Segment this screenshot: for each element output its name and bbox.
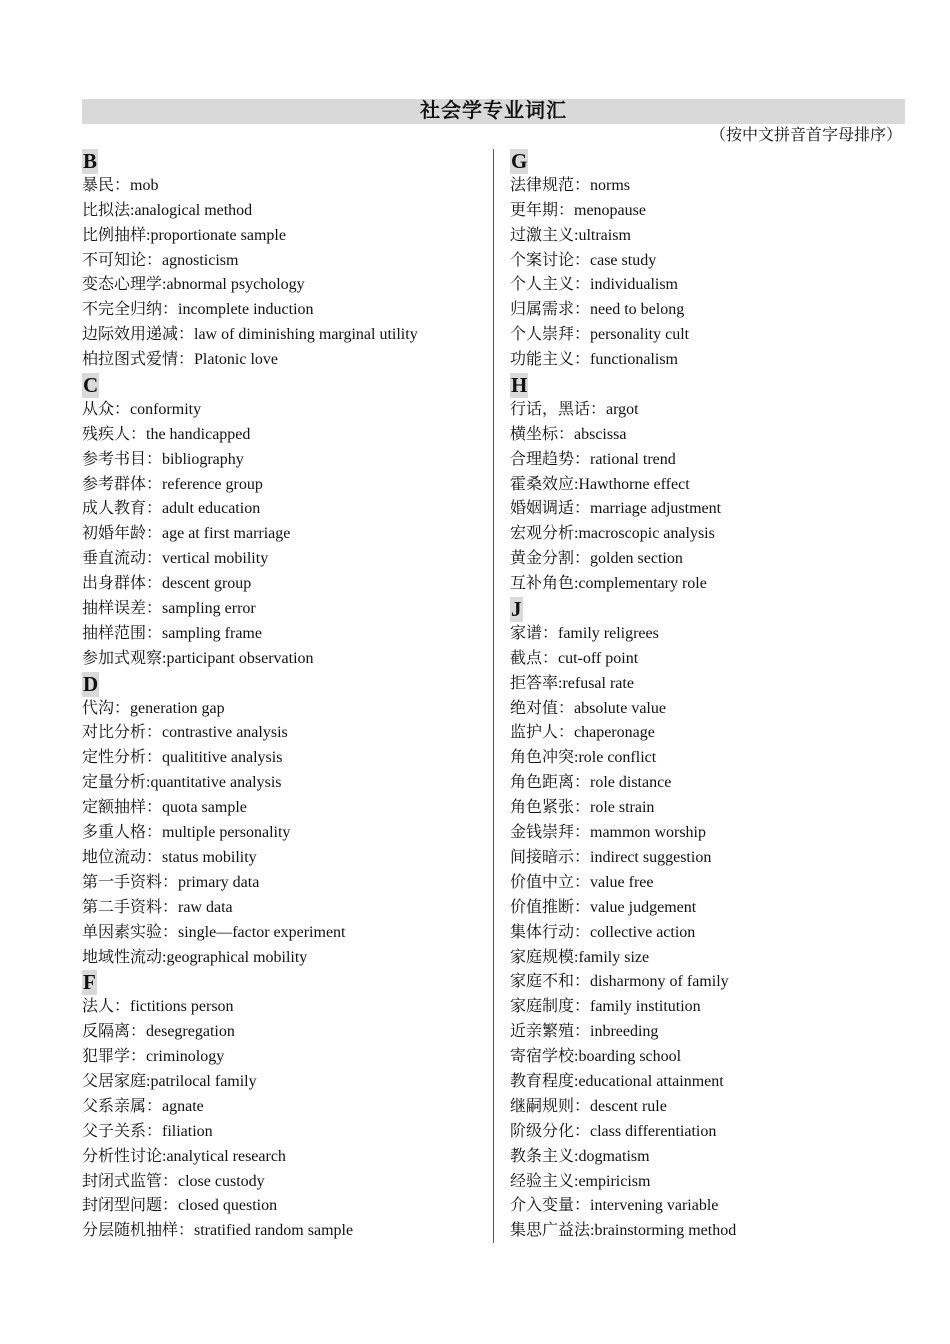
- section-heading-g: [510, 149, 910, 174]
- section-letter: G: [511, 149, 528, 173]
- page-subtitle: （按中文拼音首字母排序）: [709, 127, 902, 144]
- term-entry: 从众：conformity: [82, 400, 202, 418]
- term-entry: 地位流动：status mobility: [82, 848, 257, 866]
- term-entry: 教条主义:dogmatism: [510, 1147, 650, 1165]
- term-entry: 监护人：chaperonage: [510, 724, 655, 742]
- term-entry: 经验主义:empiricism: [510, 1172, 651, 1190]
- term-entry: 个案讨论：case study: [510, 251, 657, 269]
- term-entry: 间接暗示：indirect suggestion: [510, 848, 712, 866]
- term-entry: 霍桑效应:Hawthorne effect: [510, 475, 690, 493]
- term-entry: 截点：cut-off point: [510, 649, 639, 667]
- term-entry: 寄宿学校:boarding school: [510, 1048, 682, 1066]
- section-letter: F: [83, 970, 96, 995]
- term-entry: 边际效用递减：law of diminishing marginal utility: [82, 326, 418, 344]
- term-entry: 参考书目：bibliography: [82, 450, 244, 468]
- term-entry: 分层随机抽样：stratified random sample: [82, 1222, 354, 1240]
- term-entry: 代沟：generation gap: [82, 699, 225, 717]
- term-entry: 成人教育：adult education: [82, 500, 261, 518]
- term-entry: 初婚年龄：age at first marriage: [82, 525, 291, 543]
- term-entry: 第二手资料：raw data: [82, 898, 233, 916]
- term-entry: 归属需求：need to belong: [510, 301, 685, 319]
- term-entry: 集体行动：collective action: [510, 923, 696, 941]
- term-entry: 角色紧张：role strain: [510, 799, 655, 817]
- term-entry: 定额抽样：quota sample: [82, 799, 247, 817]
- term-entry: 绝对值：absolute value: [510, 699, 666, 717]
- term-entry: 定性分析：qualititive analysis: [82, 749, 283, 767]
- term-entry: 出身群体：descent group: [82, 575, 252, 593]
- term-entry: 横坐标：abscissa: [510, 425, 627, 443]
- term-entry: 阶级分化：class differentiation: [510, 1122, 717, 1140]
- term-entry: 比拟法:analogical method: [82, 201, 253, 219]
- term-entry: 比例抽样:proportionate sample: [82, 226, 286, 244]
- term-entry: 残疾人：the handicapped: [82, 425, 251, 443]
- term-entry: 家庭规模:family size: [510, 948, 650, 966]
- term-entry: 婚姻调适：marriage adjustment: [510, 500, 722, 518]
- term-entry: 不完全归纳：incomplete induction: [82, 301, 314, 319]
- term-entry: 单因素实验：single—factor experiment: [82, 923, 346, 941]
- page-title: 社会学专业词汇: [82, 99, 905, 124]
- term-entry: 暴民：mob: [82, 176, 159, 194]
- term-entry: 更年期：menopause: [510, 201, 646, 219]
- term-entry: 分析性讨论:analytical research: [82, 1147, 286, 1165]
- term-entry: 拒答率:refusal rate: [510, 674, 634, 692]
- right-column: [510, 149, 910, 1244]
- term-entry: 地域性流动:geographical mobility: [82, 948, 308, 966]
- section-heading-h: [510, 373, 910, 398]
- section-letter: C: [83, 373, 99, 398]
- term-entry: 价值推断：value judgement: [510, 898, 697, 916]
- term-entry: 法律规范：norms: [510, 176, 631, 194]
- section-heading-c: [82, 373, 482, 398]
- term-entry: 抽样范围：sampling frame: [82, 624, 262, 642]
- term-entry: 封闭式监管：close custody: [82, 1172, 265, 1190]
- term-entry: 金钱崇拜：mammon worship: [510, 824, 706, 842]
- term-entry: 价值中立：value free: [510, 873, 654, 891]
- term-entry: 法人：fictitions person: [82, 998, 234, 1016]
- term-entry: 互补角色:complementary role: [510, 575, 707, 593]
- section-letter: D: [83, 671, 99, 696]
- term-entry: 不可知论：agnosticism: [82, 251, 239, 269]
- term-entry: 反隔离：desegregation: [82, 1023, 235, 1041]
- term-entry: 定量分析:quantitative analysis: [82, 774, 282, 792]
- section-heading-b: [82, 149, 482, 174]
- term-entry: 教育程度:educational attainment: [510, 1072, 724, 1090]
- section-heading-j: [510, 597, 910, 622]
- term-entry: 继嗣规则：descent rule: [510, 1097, 667, 1115]
- term-entry: 个人崇拜：personality cult: [510, 326, 690, 344]
- term-entry: 对比分析：contrastive analysis: [82, 724, 288, 742]
- term-entry: 封闭型问题：closed question: [82, 1197, 278, 1215]
- term-entry: 多重人格：multiple personality: [82, 824, 291, 842]
- term-entry: 犯罪学：criminology: [82, 1048, 225, 1066]
- section-letter: B: [83, 149, 98, 173]
- term-entry: 变态心理学:abnormal psychology: [82, 276, 305, 294]
- term-entry: 家庭不和：disharmony of family: [510, 973, 729, 991]
- term-entry: 垂直流动：vertical mobility: [82, 550, 269, 568]
- term-entry: 宏观分析:macroscopic analysis: [510, 525, 715, 543]
- left-column: [82, 149, 482, 1244]
- term-entry: 功能主义：functionalism: [510, 351, 678, 369]
- term-entry: 第一手资料：primary data: [82, 873, 260, 891]
- section-letter: H: [511, 373, 528, 398]
- section-heading-d: [82, 672, 482, 697]
- term-entry: 过激主义:ultraism: [510, 226, 631, 244]
- term-entry: 抽样误差：sampling error: [82, 600, 256, 618]
- column-divider: [493, 149, 494, 1243]
- term-entry: 参加式观察:participant observation: [82, 649, 314, 667]
- term-entry: 参考群体：reference group: [82, 475, 263, 493]
- section-heading-f: [82, 970, 482, 995]
- term-entry: 合理趋势：rational trend: [510, 450, 676, 468]
- term-entry: 黄金分割：golden section: [510, 550, 683, 568]
- term-entry: 父居家庭:patrilocal family: [82, 1072, 257, 1090]
- section-letter: J: [511, 597, 522, 622]
- term-entry: 近亲繁殖：inbreeding: [510, 1023, 659, 1041]
- term-entry: 家谱：family religrees: [510, 624, 659, 642]
- term-entry: 集思广益法:brainstorming method: [510, 1222, 737, 1240]
- term-entry: 角色冲突:role conflict: [510, 749, 657, 767]
- term-entry: 家庭制度：family institution: [510, 998, 701, 1016]
- term-entry: 介入变量：intervening variable: [510, 1197, 719, 1215]
- term-entry: 角色距离：role distance: [510, 774, 672, 792]
- term-entry: 父系亲属：agnate: [82, 1097, 204, 1115]
- term-entry: 行话，黑话：argot: [510, 400, 639, 418]
- term-entry: 父子关系：filiation: [82, 1122, 213, 1140]
- term-entry: 柏拉图式爱情：Platonic love: [82, 351, 278, 369]
- term-entry: 个人主义：individualism: [510, 276, 679, 294]
